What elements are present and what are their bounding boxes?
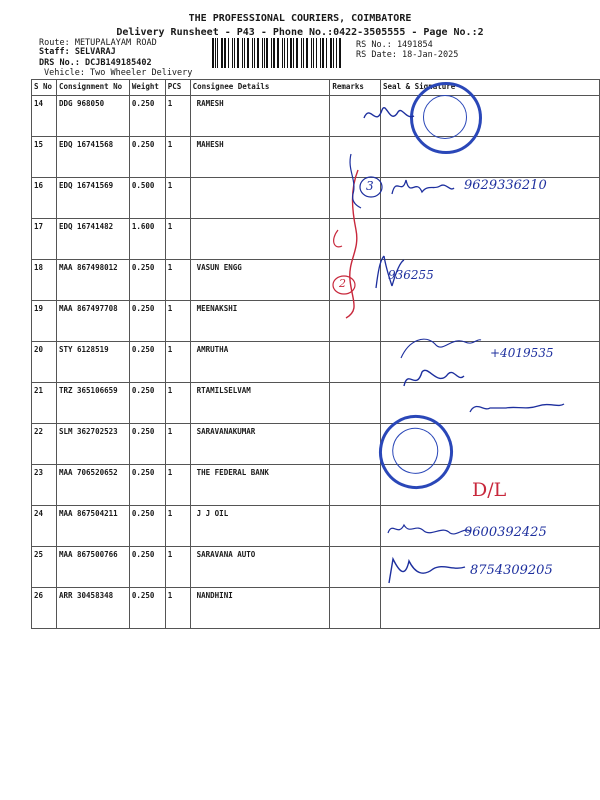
cell-consignment: EDQ 16741482 [56,219,129,260]
cell-weight: 0.250 [129,96,165,137]
cell-sno: 21 [32,383,57,424]
cell-signature [381,219,600,260]
cell-pcs: 1 [165,260,190,301]
cell-pcs: 1 [165,96,190,137]
barcode-bar [326,38,327,68]
staff-label: Staff: SELVARAJ [39,47,116,57]
barcode-bar [234,38,235,68]
cell-consignee [190,178,330,219]
signature-row-20 [395,330,485,365]
cell-pcs: 1 [165,547,190,588]
cell-consignment: STY 6128519 [56,342,129,383]
barcode-bar [254,38,255,68]
cell-consignment: ARR 30458348 [56,588,129,629]
remark-stroke [345,150,365,210]
table-row [32,219,600,260]
cell-sno: 22 [32,424,57,465]
barcode-bar [287,38,288,68]
cell-remarks [330,424,381,465]
barcode-bar [237,38,239,68]
cell-remarks [330,506,381,547]
cell-pcs: 1 [165,506,190,547]
cell-consignee: J J OIL [190,506,330,547]
barcode-bar [221,38,223,68]
table-row [32,96,600,137]
company-seal-stamp [410,82,482,154]
barcode-bar [293,38,294,68]
cell-consignee: VASUN ENGG [190,260,330,301]
cell-weight: 1.600 [129,219,165,260]
signature-row-25 [384,515,474,545]
cell-weight: 0.250 [129,547,165,588]
barcode-bar [277,38,279,68]
barcode-bar [264,38,265,68]
cell-pcs: 1 [165,342,190,383]
table-row [32,424,600,465]
col-pcs: PCS [165,80,190,96]
cell-consignment: MAA 867498012 [56,260,129,301]
company-name: THE PROFESSIONAL COURIERS, COIMBATORE [188,13,412,24]
barcode-bar [336,38,337,68]
signature-row-26 [383,553,473,587]
cell-pcs: 1 [165,178,190,219]
cell-weight: 0.500 [129,178,165,219]
cell-sno: 26 [32,588,57,629]
remark-3: 3 [366,179,374,193]
cell-consignment: MAA 867497708 [56,301,129,342]
col-signature: Seal & Signature [381,80,600,96]
cell-sno: 19 [32,301,57,342]
cell-consignment: EDQ 16741569 [56,178,129,219]
cell-consignee: MAHESH [190,137,330,178]
cell-consignee: THE FEDERAL BANK [190,465,330,506]
cell-consignment: DDG 968050 [56,96,129,137]
barcode-bar [266,38,268,68]
barcode-bar [215,38,216,68]
phone-note-2: 936255 [388,268,434,282]
barcode-bar [273,38,275,68]
barcode-bar [247,38,249,68]
cell-remarks [330,547,381,588]
table-row [32,260,600,301]
signature-row-22 [466,398,566,418]
phone-note-4: 9600392425 [464,525,547,540]
table-row [32,301,600,342]
signature-row-14 [360,98,420,133]
cell-weight: 0.250 [129,301,165,342]
runsheet-title: Delivery Runsheet - P43 - Phone No.:0422-3505555 - Page No.:2 [116,27,484,38]
cell-consignment: MAA 706520652 [56,465,129,506]
phone-note-5: 8754309205 [470,563,553,578]
barcode-bar [303,38,304,68]
cell-consignment: EDQ 16741568 [56,137,129,178]
cell-remarks [330,383,381,424]
barcode-bar [339,38,341,68]
cell-consignment: MAA 867504211 [56,506,129,547]
cell-consignee [190,219,330,260]
barcode-bar [217,38,218,68]
col-sno: S No [32,80,57,96]
cell-weight: 0.250 [129,383,165,424]
barcode-bar [257,38,259,68]
cell-sno: 25 [32,547,57,588]
table-row [32,465,600,506]
barcode-bar [333,38,334,68]
barcode-bar [301,38,302,68]
barcode-bar [244,38,245,68]
barcode-bar [252,38,253,68]
barcode-bar [271,38,272,68]
cell-consignment: TRZ 365106659 [56,383,129,424]
cell-pcs: 1 [165,383,190,424]
cell-pcs: 1 [165,137,190,178]
cell-sno: 15 [32,137,57,178]
cell-weight: 0.250 [129,465,165,506]
barcode-bar [262,38,263,68]
cell-consignee: NANDHINI [190,588,330,629]
barcode-bar [282,38,283,68]
cell-consignment: MAA 867500766 [56,547,129,588]
barcode-bar [322,38,324,68]
cell-consignee: AMRUTHA [190,342,330,383]
cell-weight: 0.250 [129,342,165,383]
col-remarks: Remarks [330,80,381,96]
barcode-bar [330,38,332,68]
barcode-bar [290,38,292,68]
rs-date: RS Date: 18-Jan-2025 [356,50,459,60]
barcode-bar [284,38,285,68]
cell-sno: 14 [32,96,57,137]
barcode-bar [212,38,214,68]
cell-consignee: RAMESH [190,96,330,137]
barcode-bar [296,38,298,68]
barcode-bar [306,38,308,68]
cell-sno: 17 [32,219,57,260]
signature-row-16 [388,172,458,202]
cell-pcs: 1 [165,588,190,629]
phone-note-1: 9629336210 [464,178,547,193]
cell-pcs: 1 [165,465,190,506]
barcode-bar [232,38,233,68]
cell-remarks [330,588,381,629]
signature-row-21 [398,362,468,394]
cell-weight: 0.250 [129,424,165,465]
cell-consignee: RTAMILSELVAM [190,383,330,424]
barcode-bar [228,38,229,68]
cell-weight: 0.250 [129,137,165,178]
cell-consignee: SARAVANAKUMAR [190,424,330,465]
route-label: Route: METUPALAYAM ROAD [39,38,157,48]
cell-weight: 0.250 [129,588,165,629]
barcode-bar [313,38,314,68]
cell-remarks [330,465,381,506]
cell-sno: 16 [32,178,57,219]
cell-sno: 24 [32,506,57,547]
remark-2: 2 [339,277,346,290]
col-consignee: Consignee Details [190,80,330,96]
cell-pcs: 1 [165,424,190,465]
dl-note: D/L [472,479,507,501]
cell-pcs: 1 [165,301,190,342]
cell-signature [381,588,600,629]
cell-sno: 18 [32,260,57,301]
drs-number: DRS No.: DCJB149185402 [39,58,152,68]
barcode-bar [316,38,317,68]
col-weight: Weight [129,80,165,96]
cell-remarks [330,342,381,383]
table-row [32,137,600,178]
cell-sno: 23 [32,465,57,506]
barcode-bar [311,38,313,68]
barcode-bar [242,38,244,68]
barcode-icon [212,38,342,68]
cell-pcs: 1 [165,219,190,260]
cell-sno: 20 [32,342,57,383]
vehicle-label: Vehicle: Two Wheeler Delivery [44,68,193,78]
cell-consignee: MEENAKSHI [190,301,330,342]
cell-weight: 0.250 [129,506,165,547]
rs-number: RS No.: 1491854 [356,40,433,50]
table-row [32,588,600,629]
cell-consignment: SLM 362702523 [56,424,129,465]
phone-note-3: +4019535 [490,346,554,360]
col-consignment: Consignment No [56,80,129,96]
cell-consignee: SARAVANA AUTO [190,547,330,588]
barcode-bar [224,38,226,68]
cell-weight: 0.250 [129,260,165,301]
table-header-row [32,80,600,96]
barcode-bar [320,38,321,68]
